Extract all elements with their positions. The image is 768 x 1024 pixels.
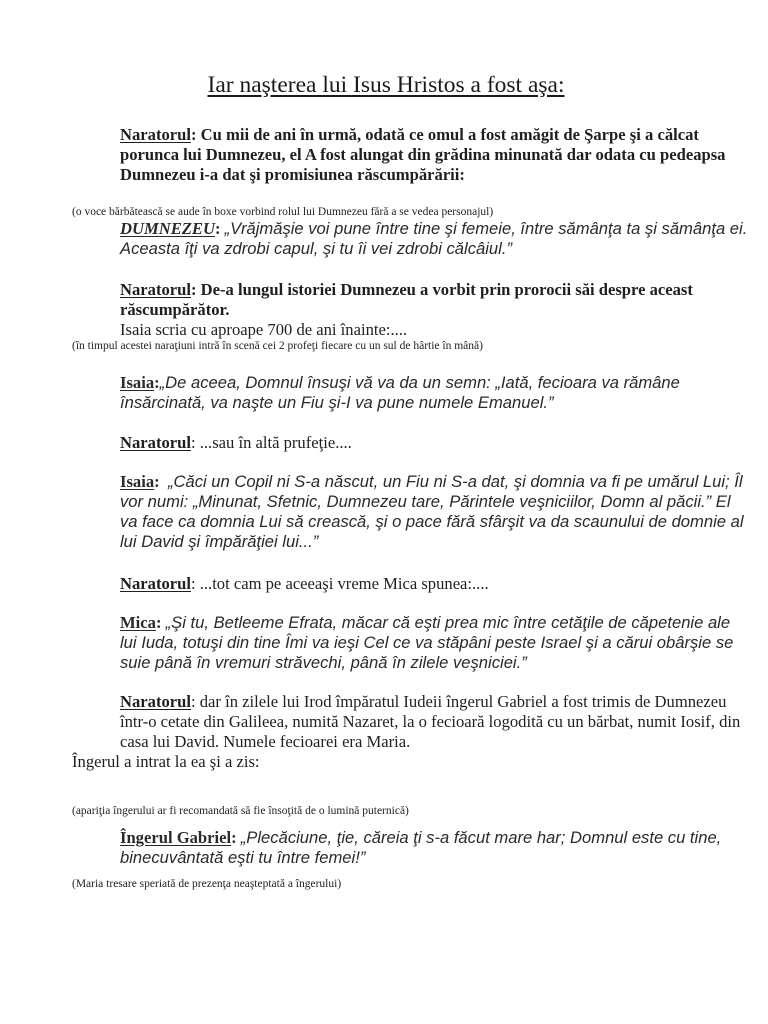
stage-note-1: (o voce bărbătească se aude în boxe vorbind rolul lui Dumnezeu fără a se vedea personajul) <box>72 206 494 218</box>
paragraph-text: : De-a lungul istoriei Dumnezeu a vorbit prin prorocii săi despre aceast răscumpărător. <box>120 280 693 319</box>
paragraph-text: „Vrăjmăşie voi pune între tine şi femeie, între sămânţa ta şi sămânţa ei. Aceasta îţi va zdrobi capul, şi tu îi vei zdrobi călcâiul.” <box>120 219 748 258</box>
paragraph-angel-intro: Îngerul a intrat la ea şi a zis: <box>72 752 260 771</box>
paragraph-narrator-5 <box>72 692 748 752</box>
stage-note-2: (în timpul acestei naraţiuni intră în scenă cei 2 profeţi fiecare cu un sul de hârtie în mână) <box>72 340 483 352</box>
document-page <box>72 0 748 1024</box>
speaker-label: Naratorul <box>120 692 191 711</box>
speaker-label: Naratorul <box>120 280 191 299</box>
paragraph-text: : ...tot cam pe aceeaşi vreme Mica spunea:.... <box>190 574 489 593</box>
speaker-label: Îngerul Gabriel <box>120 828 232 847</box>
speaker-colon: : <box>214 219 225 238</box>
stage-note-4: (Maria tresare speriată de prezenţa neaşteptată a îngerului) <box>72 878 342 890</box>
page-title: Iar naşterea lui Isus Hristos a fost aşa: <box>207 72 565 98</box>
paragraph-narrator-2 <box>72 280 748 320</box>
paragraph-dumnezeu <box>72 219 748 259</box>
paragraph-text: „Plecăciune, ţie, căreia ţi s-a făcut mare har; Domnul este cu tine, binecuvântată eşti tu între femei!” <box>120 828 722 867</box>
speaker-colon: : <box>155 613 166 632</box>
paragraph-mica <box>72 613 748 673</box>
speaker-label: Naratorul <box>120 125 191 144</box>
paragraph-text: : Cu mii de ani în urmă, odată ce omul a fost amăgit de Şarpe şi a călcat porunca lui Dumnezeu, el A fost alungat din grădina minunată dar odata cu pedeapsa Dumnezeu i-a dat şi promisiunea răscumpărării: <box>120 125 726 184</box>
speaker-colon: : <box>154 472 168 491</box>
paragraph-text: „Căci un Copil ni S-a născut, un Fiu ni S-a dat, şi domnia va fi pe umărul Lui; Îl vor numi: „Minunat, Sfetnic, Dumnezeu tare, Părintele veşniciilor, Domn al păcii.” El va face ca domnia Lui să crească, şi o pace fără sfârşit va da scaunului de domnie al lui David şi împărăţiei lui...” <box>120 472 744 551</box>
speaker-label: Naratorul <box>120 574 191 593</box>
paragraph-narrator-3 <box>72 433 748 453</box>
paragraph-text: : ...sau în altă prufeţie.... <box>190 433 352 452</box>
speaker-colon: : <box>154 373 160 392</box>
speaker-label: Naratorul <box>120 433 191 452</box>
speaker-label: Mica <box>120 613 156 632</box>
paragraph-isaia-intro: Isaia scria cu aproape 700 de ani înainte:.... <box>120 320 408 339</box>
paragraph-narrator-1 <box>72 125 748 185</box>
stage-note-3: (apariţia îngerului ar fi recomandată să fie însoţită de o lumină puternică) <box>72 805 409 817</box>
paragraph-text: „De aceea, Domnul însuşi vă va da un semn: „Iată, fecioara va rămâne însărcinată, va naşte un Fiu şi-I va pune numele Emanuel.” <box>120 373 680 412</box>
paragraph-isaia-1 <box>72 373 748 413</box>
paragraph-isaia-2 <box>72 472 748 552</box>
speaker-label: Isaia <box>120 472 155 491</box>
speaker-label: Isaia <box>120 373 155 392</box>
paragraph-gabriel <box>72 828 748 868</box>
speaker-label: DUMNEZEU <box>120 219 215 238</box>
paragraph-text: : dar în zilele lui Irod împăratul Iudeii îngerul Gabriel a fost trimis de Dumnezeu într-o cetate din Galileea, numită Nazaret, la o fecioară logodită cu un bărbat, numit Iosif, din casa lui David. Numele fecioarei era Maria. <box>120 692 741 751</box>
speaker-colon: : <box>231 828 241 847</box>
paragraph-text: „Şi tu, Betleeme Efrata, măcar că eşti prea mic între cetăţile de căpetenie ale lui Iuda, totuşi din tine Îmi va ieşi Cel ce va stăpâni peste Israel şi a cărui obârşie se suie până în vremuri străvechi, până în zilele veşniciei.” <box>120 613 734 672</box>
paragraph-narrator-4 <box>72 574 748 594</box>
